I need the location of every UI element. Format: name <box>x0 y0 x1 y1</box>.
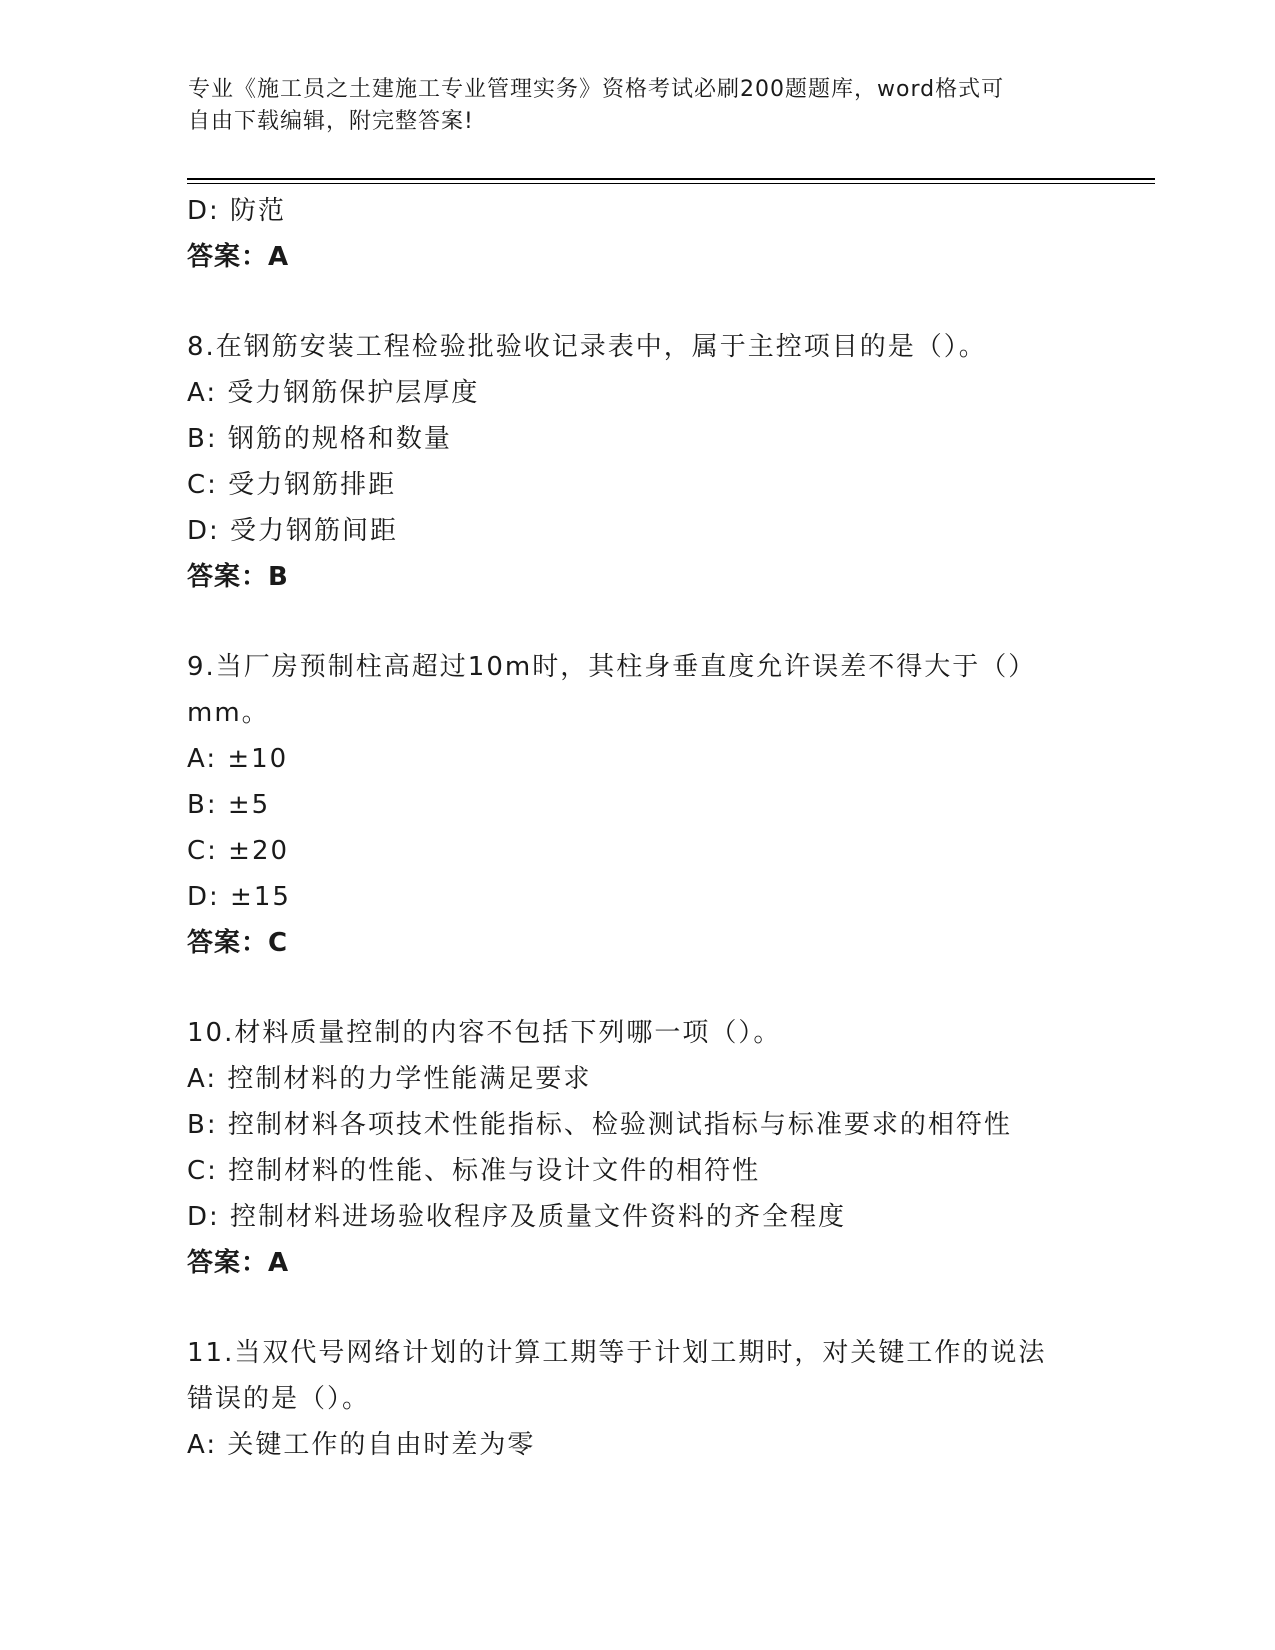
answer-line: 答案：B <box>187 562 289 592</box>
header-line-2: 自由下载编辑，附完整答案! <box>188 109 474 134</box>
option-d: D: 防范 <box>187 196 287 226</box>
header-line-1: 专业《施工员之土建施工专业管理实务》资格考试必刷200题题库，word格式可 <box>188 77 1005 102</box>
prev-question-tail <box>187 188 1087 280</box>
option-a: A: 关键工作的自由时差为零 <box>187 1430 536 1460</box>
spacer <box>187 600 1087 644</box>
question-stem: 8.在钢筋安装工程检验批验收记录表中，属于主控项目的是（）。 <box>187 332 987 362</box>
option-c: C: 受力钢筋排距 <box>187 470 397 500</box>
header-divider-thin <box>187 183 1155 184</box>
answer-line: 答案：A <box>187 1248 290 1278</box>
document-body <box>187 188 1087 1468</box>
answer-line: 答案：A <box>187 242 290 272</box>
option-b: B: 控制材料各项技术性能指标、检验测试指标与标准要求的相符性 <box>187 1110 1012 1140</box>
question-stem-continued: 错误的是（）。 <box>187 1384 371 1414</box>
question-10 <box>187 1010 1087 1286</box>
option-d: D: 受力钢筋间距 <box>187 516 399 546</box>
option-c: C: 控制材料的性能、标准与设计文件的相符性 <box>187 1156 761 1186</box>
option-c: C: ±20 <box>187 836 290 866</box>
question-stem: 9.当厂房预制柱高超过10m时，其柱身垂直度允许误差不得大于（） <box>187 652 1037 682</box>
answer-line: 答案：C <box>187 928 289 958</box>
option-d: D: 控制材料进场验收程序及质量文件资料的齐全程度 <box>187 1202 847 1232</box>
question-stem: 10.材料质量控制的内容不包括下列哪一项（）。 <box>187 1018 782 1048</box>
option-b: B: ±5 <box>187 790 271 820</box>
question-11 <box>187 1330 1087 1468</box>
question-stem-continued: mm。 <box>187 698 270 728</box>
question-stem: 11.当双代号网络计划的计算工期等于计划工期时，对关键工作的说法 <box>187 1338 1047 1368</box>
header-divider-thick <box>187 178 1155 180</box>
page-header <box>188 74 1088 138</box>
option-a: A: 控制材料的力学性能满足要求 <box>187 1064 592 1094</box>
question-9 <box>187 644 1087 966</box>
option-a: A: 受力钢筋保护层厚度 <box>187 378 480 408</box>
question-8 <box>187 324 1087 600</box>
option-b: B: 钢筋的规格和数量 <box>187 424 452 454</box>
spacer <box>187 966 1087 1010</box>
option-a: A: ±10 <box>187 744 289 774</box>
spacer <box>187 1286 1087 1330</box>
option-d: D: ±15 <box>187 882 291 912</box>
spacer <box>187 280 1087 324</box>
